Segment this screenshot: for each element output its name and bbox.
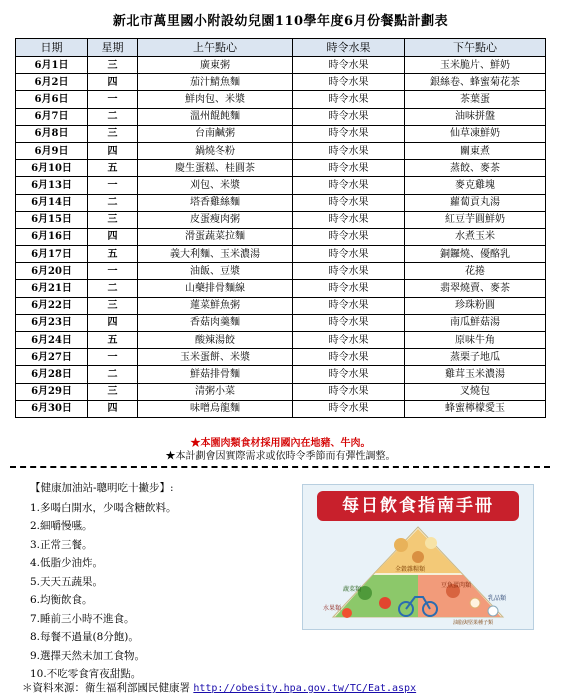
bread-icon — [394, 538, 408, 552]
cell-fruit: 時令水果 — [293, 246, 405, 263]
health-tips — [30, 479, 177, 684]
cell-weekday: 一 — [88, 263, 138, 280]
fruit-icon — [342, 608, 352, 618]
cell-fruit: 時令水果 — [293, 228, 405, 245]
meal-plan-table — [15, 38, 546, 418]
table-row — [16, 263, 546, 280]
cell-fruit: 時令水果 — [293, 211, 405, 228]
cell-weekday: 五 — [88, 332, 138, 349]
cell-afternoon-snack: 原味牛角 — [405, 332, 546, 349]
cell-fruit: 時令水果 — [293, 57, 405, 74]
header-weekday: 星期 — [88, 39, 138, 57]
cell-afternoon-snack: 翡翠燒賣、麥茶 — [405, 280, 546, 297]
cell-afternoon-snack: 花捲 — [405, 263, 546, 280]
cell-date: 6月24日 — [16, 332, 88, 349]
table-row — [16, 400, 546, 417]
cell-afternoon-snack: 銀絲卷、蜂蜜菊花茶 — [405, 74, 546, 91]
cell-fruit: 時令水果 — [293, 108, 405, 125]
cell-morning-snack: 味噌烏龍麵 — [138, 400, 293, 417]
cell-weekday: 一 — [88, 349, 138, 366]
cell-morning-snack: 義大利麵、玉米濃湯 — [138, 246, 293, 263]
cell-morning-snack: 茄汁鯖魚麵 — [138, 74, 293, 91]
table-row — [16, 246, 546, 263]
milk-icon — [488, 606, 498, 616]
cell-afternoon-snack: 蜂蜜檸檬愛玉 — [405, 400, 546, 417]
cell-fruit: 時令水果 — [293, 400, 405, 417]
health-tip-item: 1.多喝白開水，少喝含糖飲料。 — [30, 501, 177, 514]
cell-morning-snack: 滑蛋蔬菜拉麵 — [138, 228, 293, 245]
cell-morning-snack: 玉米蛋餅、米漿 — [138, 349, 293, 366]
cell-afternoon-snack: 仙草凍鮮奶 — [405, 125, 546, 142]
health-tip-item: 4.低脂少油炸。 — [30, 557, 104, 569]
cell-fruit: 時令水果 — [293, 74, 405, 91]
cell-fruit: 時令水果 — [293, 332, 405, 349]
table-row — [16, 160, 546, 177]
cell-fruit: 時令水果 — [293, 194, 405, 211]
table-body — [16, 57, 546, 418]
cell-date: 6月20日 — [16, 263, 88, 280]
table-row — [16, 228, 546, 245]
cell-morning-snack: 山藥排骨麵線 — [138, 280, 293, 297]
flexibility-note: ★本計劃會因實際需求或依時令季節而有彈性調整。 — [165, 451, 396, 462]
table-row — [16, 211, 546, 228]
cell-weekday: 二 — [88, 366, 138, 383]
grain-icon — [412, 551, 424, 563]
health-tip-item: 7.睡前三小時不進食。 — [30, 612, 135, 625]
cell-afternoon-snack: 南瓜鮮菇湯 — [405, 314, 546, 331]
cell-fruit: 時令水果 — [293, 142, 405, 159]
poster-label-dairy: 乳品類 — [488, 595, 507, 602]
cell-fruit: 時令水果 — [293, 297, 405, 314]
cell-morning-snack: 鮮肉包、米漿 — [138, 91, 293, 108]
table-row — [16, 332, 546, 349]
health-tip-item: 6.均衡飲食。 — [30, 594, 93, 606]
health-tip-item: 3.正常三餐。 — [30, 538, 93, 551]
meat-source-note: ★本園肉類食材採用國內在地豬、牛肉。 — [190, 438, 371, 449]
cell-morning-snack: 廣東粥 — [138, 57, 293, 74]
table-row — [16, 142, 546, 159]
cell-date: 6月16日 — [16, 228, 88, 245]
poster-label-oil: 油脂與堅果種子類 — [453, 620, 494, 626]
cell-morning-snack: 酸辣湯餃 — [138, 332, 293, 349]
rice-icon — [425, 537, 437, 549]
page-title: 新北市萬里國小附設幼兒園110學年度6月份餐點計劃表 — [112, 14, 449, 29]
cell-date: 6月23日 — [16, 314, 88, 331]
cell-morning-snack: 清粥小菜 — [138, 383, 293, 400]
cell-weekday: 二 — [88, 194, 138, 211]
cell-morning-snack: 溫州餛飩麵 — [138, 108, 293, 125]
header-morning-snack: 上午點心 — [138, 39, 293, 57]
cell-weekday: 四 — [88, 314, 138, 331]
dashed-divider — [10, 466, 550, 468]
cell-afternoon-snack: 麥克雞塊 — [405, 177, 546, 194]
cell-weekday: 二 — [88, 108, 138, 125]
header-afternoon-snack: 下午點心 — [405, 39, 546, 57]
table-row — [16, 194, 546, 211]
cell-date: 6月10日 — [16, 160, 88, 177]
table-row — [16, 125, 546, 142]
cell-weekday: 一 — [88, 91, 138, 108]
health-tip-item: 5.天天五蔬果。 — [30, 575, 104, 588]
table-row — [16, 91, 546, 108]
poster-label-vegetable: 蔬菜類 — [343, 586, 362, 593]
cell-date: 6月21日 — [16, 280, 88, 297]
table-row — [16, 297, 546, 314]
health-tip-item: 2.細嚼慢嚥。 — [30, 520, 93, 532]
cell-date: 6月14日 — [16, 194, 88, 211]
cell-date: 6月1日 — [16, 57, 88, 74]
health-tip-item: 10.不吃零食宵夜甜點。 — [30, 668, 142, 680]
diet-guide-poster — [302, 484, 534, 630]
cell-afternoon-snack: 蒸餃、麥茶 — [405, 160, 546, 177]
cell-afternoon-snack: 水煮玉米 — [405, 228, 546, 245]
table-row — [16, 57, 546, 74]
cell-date: 6月8日 — [16, 125, 88, 142]
health-tips-title: 【健康加油站-聰明吃十撇步】: — [30, 482, 174, 494]
cell-afternoon-snack: 玉米脆片、鮮奶 — [405, 57, 546, 74]
cell-morning-snack: 刈包、米漿 — [138, 177, 293, 194]
cell-fruit: 時令水果 — [293, 177, 405, 194]
cell-fruit: 時令水果 — [293, 280, 405, 297]
cell-afternoon-snack: 叉燒包 — [405, 383, 546, 400]
egg-icon — [470, 598, 480, 608]
cell-morning-snack: 塔香雞絲麵 — [138, 194, 293, 211]
health-tip-item: 9.選擇天然未加工食物。 — [30, 649, 146, 662]
cell-afternoon-snack: 茶葉蛋 — [405, 91, 546, 108]
cell-afternoon-snack: 蒸栗子地瓜 — [405, 349, 546, 366]
cell-date: 6月22日 — [16, 297, 88, 314]
cell-morning-snack: 香菇肉羹麵 — [138, 314, 293, 331]
cell-date: 6月13日 — [16, 177, 88, 194]
cell-weekday: 三 — [88, 383, 138, 400]
source-label: ＊資料來源：衛生福利部國民健康署 — [22, 682, 190, 694]
cell-weekday: 三 — [88, 57, 138, 74]
cell-date: 6月6日 — [16, 91, 88, 108]
cell-weekday: 四 — [88, 74, 138, 91]
cell-date: 6月9日 — [16, 142, 88, 159]
cell-afternoon-snack: 銅鑼燒、優酪乳 — [405, 246, 546, 263]
source-link[interactable]: http://obesity.hpa.gov.tw/TC/Eat.aspx — [193, 683, 417, 694]
cell-fruit: 時令水果 — [293, 263, 405, 280]
cell-fruit: 時令水果 — [293, 366, 405, 383]
cell-weekday: 二 — [88, 280, 138, 297]
cell-weekday: 四 — [88, 400, 138, 417]
cell-fruit: 時令水果 — [293, 91, 405, 108]
cell-date: 6月29日 — [16, 383, 88, 400]
cell-weekday: 五 — [88, 160, 138, 177]
table-row — [16, 74, 546, 91]
cell-date: 6月28日 — [16, 366, 88, 383]
cell-afternoon-snack: 油味拼盤 — [405, 108, 546, 125]
cell-afternoon-snack: 珍珠粉圓 — [405, 297, 546, 314]
cell-weekday: 三 — [88, 125, 138, 142]
table-header-row — [16, 39, 546, 57]
cell-morning-snack: 蓮菜鮮魚粥 — [138, 297, 293, 314]
poster-label-grain: 全穀雜糧類 — [395, 566, 426, 573]
cell-morning-snack: 慶生蛋糕、桂圓茶 — [138, 160, 293, 177]
cell-fruit: 時令水果 — [293, 314, 405, 331]
cell-date: 6月30日 — [16, 400, 88, 417]
table-row — [16, 314, 546, 331]
header-date: 日期 — [16, 39, 88, 57]
cell-morning-snack: 油飯、豆漿 — [138, 263, 293, 280]
cell-weekday: 一 — [88, 177, 138, 194]
cell-fruit: 時令水果 — [293, 349, 405, 366]
poster-label-fruit: 水果類 — [323, 605, 342, 612]
cell-weekday: 三 — [88, 297, 138, 314]
cell-morning-snack: 台南鹹粥 — [138, 125, 293, 142]
table-row — [16, 280, 546, 297]
poster-label-protein: 豆魚蛋肉類 — [441, 582, 472, 589]
cell-fruit: 時令水果 — [293, 160, 405, 177]
table-row — [16, 383, 546, 400]
poster-banner: 每日飲食指南手冊 — [317, 491, 519, 521]
table-row — [16, 366, 546, 383]
cell-morning-snack: 鍋燒冬粉 — [138, 142, 293, 159]
cell-date: 6月7日 — [16, 108, 88, 125]
data-source — [22, 680, 416, 695]
header-fruit: 時令水果 — [293, 39, 405, 57]
table-row — [16, 349, 546, 366]
cell-weekday: 三 — [88, 211, 138, 228]
cell-date: 6月27日 — [16, 349, 88, 366]
cell-fruit: 時令水果 — [293, 125, 405, 142]
cell-afternoon-snack: 雞茸玉米濃湯 — [405, 366, 546, 383]
cell-morning-snack: 鮮菇排骨麵 — [138, 366, 293, 383]
cell-date: 6月2日 — [16, 74, 88, 91]
cell-afternoon-snack: 蘿蔔貢丸湯 — [405, 194, 546, 211]
tomato-icon — [379, 597, 391, 609]
cell-afternoon-snack: 紅豆芋圓鮮奶 — [405, 211, 546, 228]
health-tip-item: 8.每餐不過量(8分飽)。 — [30, 631, 139, 643]
table-row — [16, 108, 546, 125]
cell-date: 6月15日 — [16, 211, 88, 228]
cell-weekday: 四 — [88, 142, 138, 159]
cell-afternoon-snack: 關東煮 — [405, 142, 546, 159]
cell-weekday: 四 — [88, 228, 138, 245]
cell-fruit: 時令水果 — [293, 383, 405, 400]
table-row — [16, 177, 546, 194]
cell-weekday: 五 — [88, 246, 138, 263]
cell-date: 6月17日 — [16, 246, 88, 263]
cell-morning-snack: 皮蛋瘦肉粥 — [138, 211, 293, 228]
